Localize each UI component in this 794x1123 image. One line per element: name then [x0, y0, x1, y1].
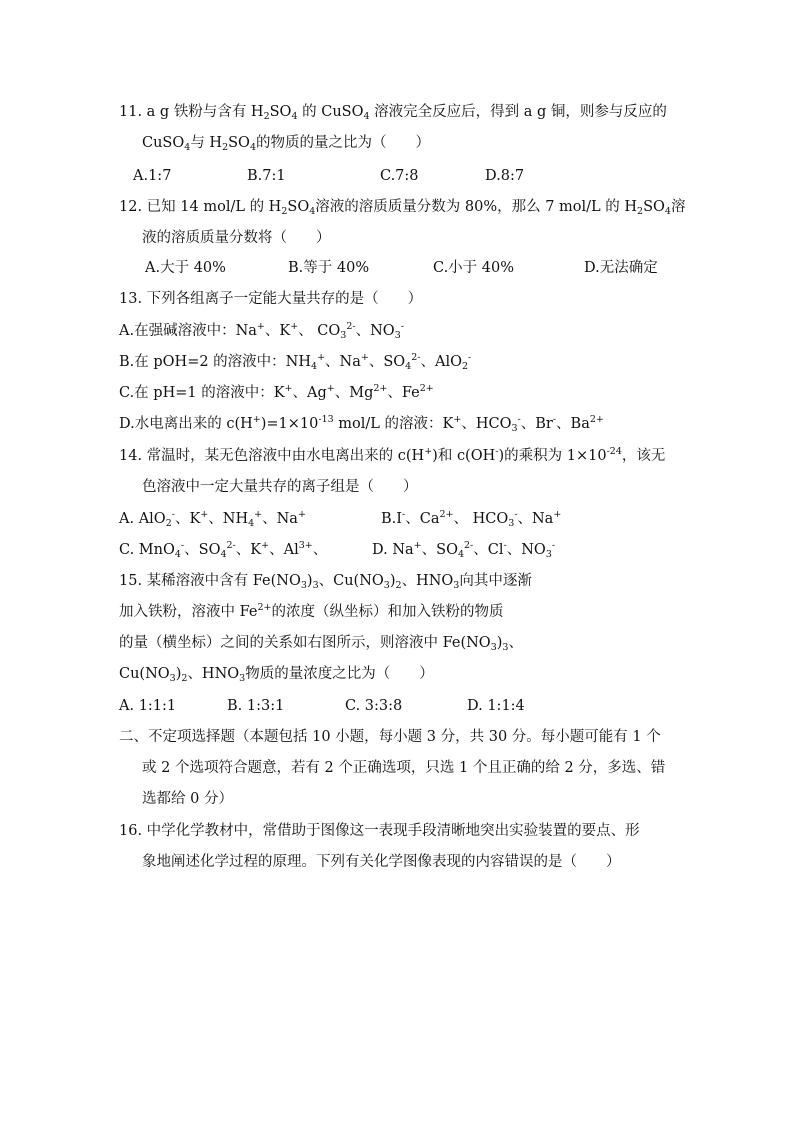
- q12-stem-line1: 12. 已知 14 mol/L 的 $H_2SO_4$溶液的溶质质量分数为 80%，那么 7 mol/L 的 $H_2SO_4$溶: [119, 199, 686, 217]
- q11-option-c: C.7:8: [380, 168, 419, 184]
- q14-stem-line2: 色溶液中一定大量共存的离子组是（ ）: [142, 479, 418, 495]
- section2-heading-line2: 或 2 个选项符合题意，若有 2 个正确选项，只选 1 个且正确的给 2 分，多选、错: [142, 760, 666, 776]
- q14-option-d: D. Na+、$SO_4^{2-}$、Cl-、$NO_3^-$: [372, 540, 556, 560]
- q12-option-c: C.小于 40%: [433, 260, 515, 276]
- q13-option-c: C.在 pH=1 的溶液中：K+、Ag+、$Mg^{2+}$、$Fe^{2+}$: [119, 383, 434, 401]
- q11-option-a: A.1:7: [133, 168, 172, 184]
- q14-stem-line1: 14. 常温时，某无色溶液中由水电离出来的 c(H+)和 c(OH-)的乘积为 $1\times 10^{-24}$，该无: [119, 446, 666, 464]
- q12-option-a: A.大于 40%: [145, 260, 226, 276]
- q14-option-a: A. AlO$_2$-、K+、$NH_4^+$、Na+: [119, 509, 306, 529]
- q16-stem-line1: 16. 中学化学教材中，常借助于图像这一表现手段清晰地突出实验装置的要点、形: [119, 823, 640, 839]
- q15-option-a: A. 1:1:1: [119, 698, 177, 714]
- q12-options: [0, 258, 794, 278]
- q13-stem: 13. 下列各组离子一定能大量共存的是（ ）: [119, 291, 423, 307]
- q13-option-b: B.在 pOH=2 的溶液中：$NH_4^+$、Na+、$SO_4^{2-}$、AlO$_2$-: [119, 352, 472, 372]
- section2-heading-line1: 二、不定项选择题（本题包括 10 小题，每小题 3 分，共 30 分。每小题可能有 1 个: [119, 729, 661, 745]
- q12-stem-line2: 液的溶质质量分数将（ ）: [142, 230, 331, 246]
- q14-option-c: C. MnO$_4$-、$SO_4^{2-}$、K+、$Al^{3+}$、: [119, 540, 328, 560]
- q11-stem-line1: 11. a g 铁粉与含有 $H_2SO_4$ 的 CuSO$_4$ 溶液完全反应后，得到 a g 铜，则参与反应的: [119, 104, 667, 122]
- q15-option-d: D. 1:1:4: [467, 698, 525, 714]
- q15-stem-line3: 的量（横坐标）之间的关系如右图所示，则溶液中 $Fe(NO_3)_3$、: [119, 635, 523, 653]
- q11-option-d: D.8:7: [485, 168, 525, 184]
- q11-options: [0, 166, 794, 186]
- q15-option-c: C. 3:3:8: [345, 698, 403, 714]
- q16-stem-line2: 象地阐述化学过程的原理。下列有关化学图像表现的内容错误的是（ ）: [142, 854, 621, 870]
- q13-option-d: D.水电离出来的 $c(H^+)=1\times 10^{-13}$ mol/L 的溶液：K+、$HCO_3^-$、Br-、$Ba^{2+}$: [119, 414, 604, 434]
- q11-option-b: B.7:1: [247, 168, 286, 184]
- q15-options: [0, 696, 794, 716]
- q15-stem-line2: 加入铁粉，溶液中 $Fe^{2+}$的浓度（纵坐标）和加入铁粉的物质: [119, 602, 504, 620]
- q13-option-a: A.在强碱溶液中：Na+、K+、 $CO_3^{2-}$、$NO_3^-$: [119, 321, 404, 341]
- q12-option-b: B.等于 40%: [288, 260, 370, 276]
- section2-heading-line3: 选都给 0 分）: [142, 791, 233, 807]
- q15-stem-line4: $Cu(NO_3)_2$、$HNO_3$物质的量浓度之比为（ ）: [119, 666, 434, 684]
- q15-stem-line1: 15. 某稀溶液中含有 $Fe(NO_3)_3$、$Cu(NO_3)_2$、$HNO_3$向其中逐渐: [119, 573, 532, 591]
- q11-stem-line2: CuSO$_4$与 $H_2SO_4$的物质的量之比为（ ）: [142, 135, 430, 153]
- q12-option-d: D.无法确定: [584, 260, 658, 276]
- q15-option-b: B. 1:3:1: [227, 698, 285, 714]
- q14-option-b: B.I-、$Ca^{2+}$、 $HCO_3^-$、Na+: [381, 509, 562, 529]
